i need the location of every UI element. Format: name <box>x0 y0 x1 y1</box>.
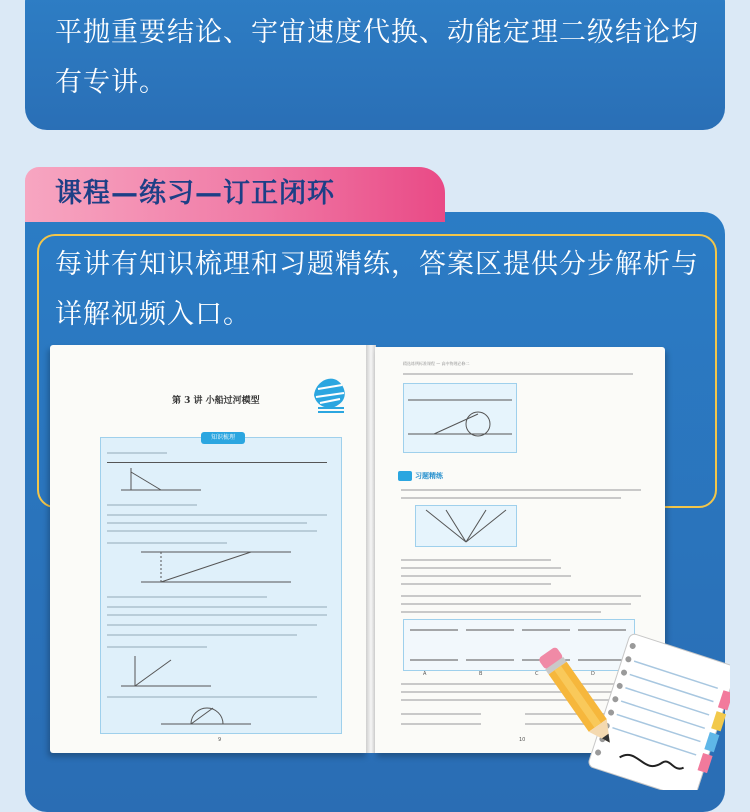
option-d: D <box>591 671 595 677</box>
exercise-section-title: 习题精练 <box>415 472 443 480</box>
section-label: 课程—练习—订正闭环 <box>55 178 335 209</box>
option-a: A <box>423 671 427 677</box>
section-description: 每讲有知识梳理和习题精练，答案区提供分步解析与详解视频入口。 <box>55 249 699 330</box>
pencil-icon <box>535 640 625 760</box>
figure-river <box>403 383 517 453</box>
top-card-text: 平抛重要结论、宇宙速度代换、动能定理二级结论均有专讲。 <box>55 17 699 98</box>
left-page-number: 9 <box>218 737 222 743</box>
knowledge-panel <box>100 434 342 734</box>
left-page <box>50 345 368 753</box>
option-b: B <box>479 671 483 677</box>
exercise-section-icon <box>398 471 412 481</box>
figure-vectors <box>415 505 517 547</box>
right-page-number: 10 <box>519 737 526 743</box>
option-c: C <box>535 671 539 677</box>
lesson-title: 第 3 讲 小船过河模型 <box>172 396 260 406</box>
right-page-header: 精选练例标准课程 — 高中物理必修二 <box>403 361 470 366</box>
panel-tag: 知识梳理 <box>201 432 245 444</box>
brush-badge-icon <box>308 373 352 415</box>
